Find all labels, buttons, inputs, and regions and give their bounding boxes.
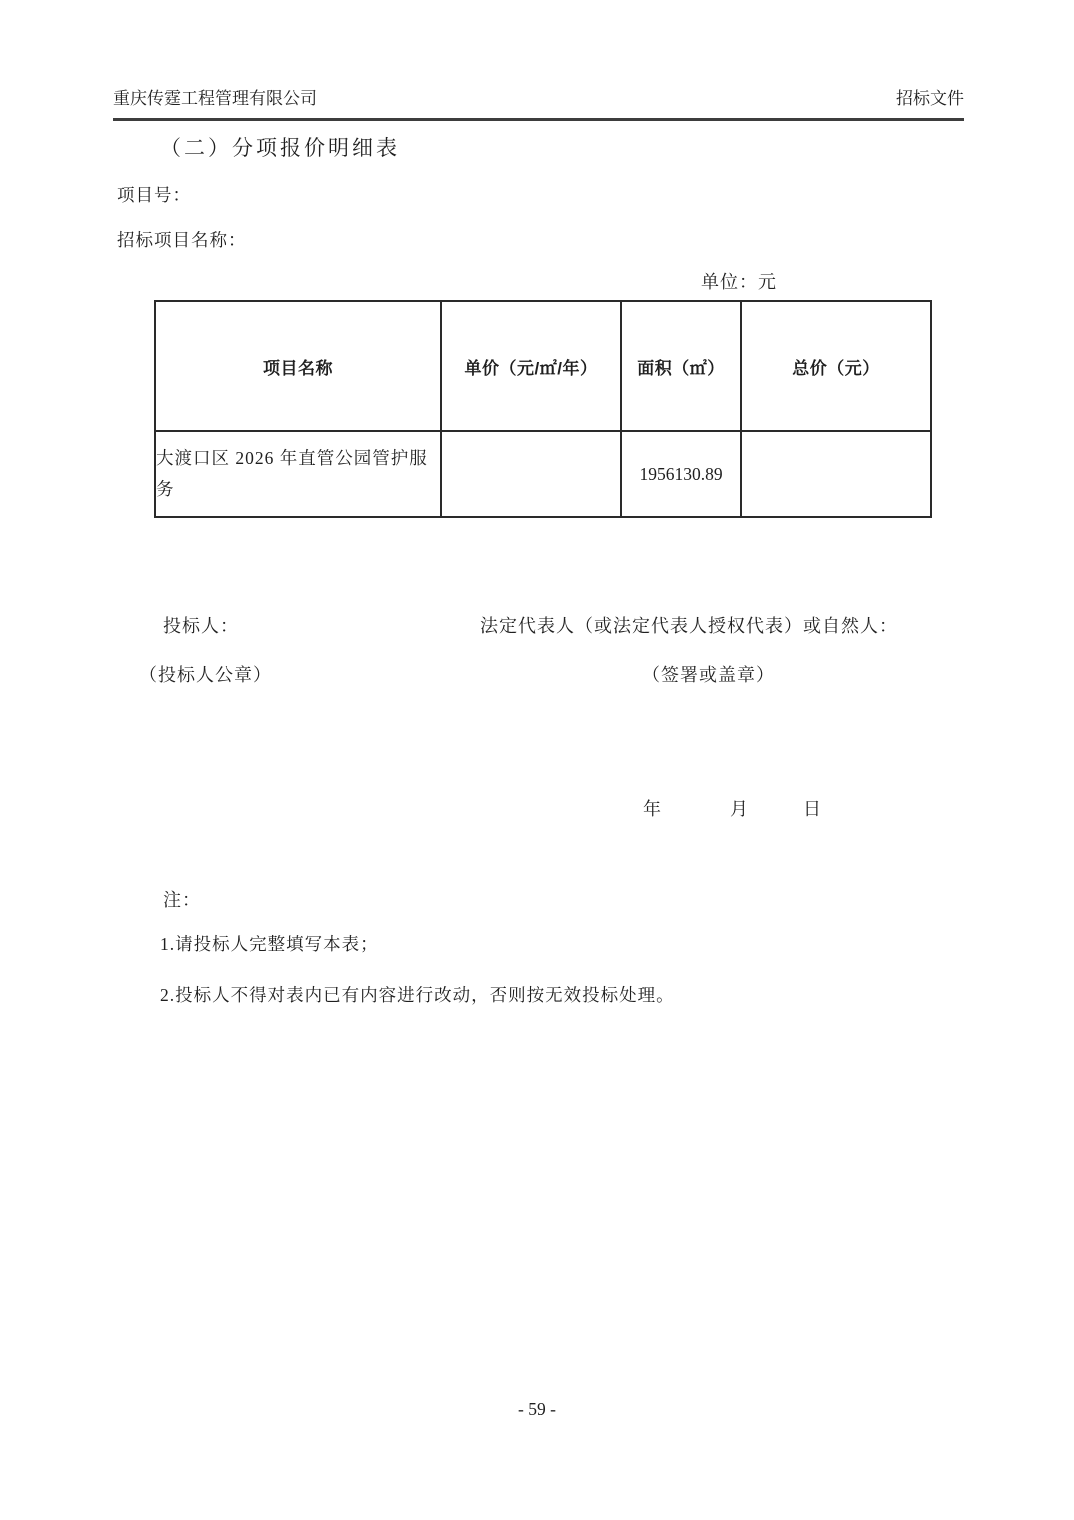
unit-label: 单位：元 [701,272,777,292]
legal-representative-label: 法定代表人（或法定代表人授权代表）或自然人： [480,616,898,636]
section-title: （二）分项报价明细表 [160,136,400,160]
cell-unit-price [441,431,621,517]
page-number: - 59 - [518,1399,556,1419]
note-item-1: 1.请投标人完整填写本表； [160,934,379,954]
cell-area: 1956130.89 [621,431,741,517]
cell-total-price [741,431,931,517]
sign-or-seal-label: （签署或盖章） [642,665,775,685]
page-header [113,84,964,121]
note-item-2: 2.投标人不得对表内已有内容进行改动，否则按无效投标处理。 [160,985,675,1005]
table-row [155,431,931,517]
table-header-row [155,301,931,431]
cell-item-name: 大渡口区 2026 年直管公园管护服务 [155,431,441,517]
header-company-name: 重庆传霆工程管理有限公司 [113,89,317,108]
date-year-label: 年 [643,799,662,819]
header-doc-type: 招标文件 [896,89,964,108]
bidder-label: 投标人： [163,616,239,636]
header-item-name: 项目名称 [155,301,441,431]
bidder-seal-label: （投标人公章） [139,665,272,685]
project-name-label: 招标项目名称： [117,230,247,250]
header-unit-price: 单价（元/㎡/年） [441,301,621,431]
header-area: 面积（㎡） [621,301,741,431]
quote-detail-table [154,300,932,518]
date-day-label: 日 [803,799,822,819]
notes-label: 注： [163,890,201,910]
header-total-price: 总价（元） [741,301,931,431]
project-number-label: 项目号： [117,185,191,205]
date-month-label: 月 [730,799,749,819]
